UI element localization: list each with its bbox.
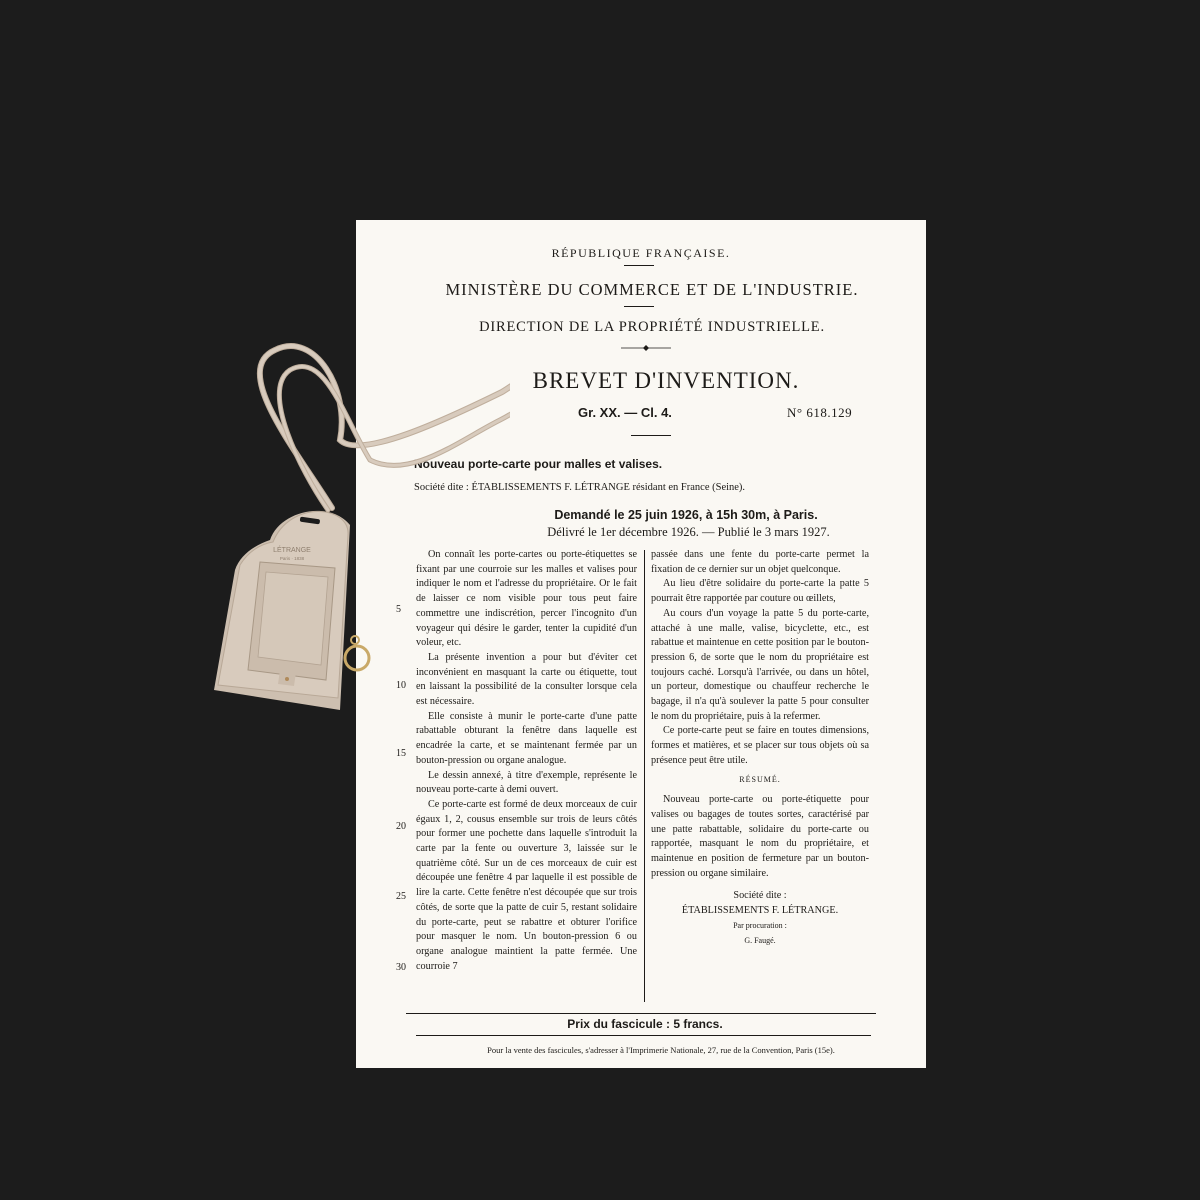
divider	[624, 265, 654, 266]
resume-paragraph: Nouveau porte-carte ou porte-étiquette pour valises ou bagages de toutes sortes, caractérisé par une patte rabattable, solidaire du porte-carte ou rapportée, masquant le nom du propriétaire, et maintenue en position de fermeture par un bouton-pression ou organe similaire.	[651, 794, 869, 879]
body-paragraph: Au cours d'un voyage la patte 5 du porte-carte, attaché à une malle, valise, bicyclette, etc., est rabattue et maintenue en cette position par le bouton-pression 6, de sorte que le nom du propriétaire est toujours caché. Lorsqu'à l'arrivée, ou dans un hôtel, un porteur, domestique ou chauffeur recherche le bagage, il n'a qu'à soulever la patte 5 pour consulter le nom du propriétaire, puis à la refermer.	[651, 607, 869, 722]
leather-luggage-tag	[200, 330, 510, 710]
divider	[631, 435, 671, 436]
filing-date: Demandé le 25 juin 1926, à 15h 30m, à Paris.	[554, 508, 818, 522]
brevet-heading: BREVET D'INVENTION.	[532, 368, 800, 393]
body-paragraph: Ce porte-carte est formé de deux morceaux de cuir égaux 1, 2, cousus ensemble sur trois de leurs côtés pour former une pochette dans laquelle s'introduit la carte par la fente ou ouverture 3, laissée sur le quatrième côté. Sur un de ces morceaux de cuir est découpée une fenêtre 4 par laquelle il est possible de lire la carte. Cette fenêtre n'est découpée que sur trois côtés, de sorte que la patte de cuir 5, restant solidaire du porte-carte, peut se rabattre et obturer l'orifice pour masquer le nom. Un bouton-pression 6 ou organe analogue maintient la patte fermée. Une courroie 7	[416, 798, 637, 972]
signature-agent: G. Faugé.	[744, 935, 776, 945]
body-paragraph: Au lieu d'être solidaire du porte-carte la patte 5 pourrait être rapportée par couture ou œillets,	[651, 578, 869, 605]
column-divider	[644, 550, 645, 1002]
ornament-divider	[621, 345, 671, 351]
patent-title: Nouveau porte-carte pour malles et valises.	[414, 457, 663, 471]
signature-procuration: Par procuration :	[733, 920, 787, 930]
divider	[406, 1013, 876, 1014]
divider	[624, 306, 654, 307]
body-paragraph: La présente invention a pour but d'éviter cet inconvénient en masquant la carte ou étiquette, tout en laissant la possibilité de la consulter lorsque cela est nécessaire.	[416, 651, 637, 708]
line-number: 30	[396, 962, 406, 973]
signature-name: ÉTABLISSEMENTS F. LÉTRANGE.	[681, 905, 839, 917]
applicant-line: Société dite : ÉTABLISSEMENTS F. LÉTRANGE résidant en France (Seine).	[414, 482, 746, 493]
body-paragraph: Elle consiste à munir le porte-carte d'une patte rabattable obturant la fenêtre dans laquelle est encadrée la carte, et se maintenant fermée par un bouton-pression ou organe analogue.	[416, 710, 637, 766]
body-paragraph: passée dans une fente du porte-carte permet la fixation de ce dernier sur un objet quelconque.	[651, 549, 869, 575]
signature-societe: Société dite :	[733, 890, 787, 902]
groupe-classe: Gr. XX. — Cl. 4.	[578, 405, 672, 420]
right-column	[651, 548, 869, 948]
republique-heading: RÉPUBLIQUE FRANÇAISE.	[551, 246, 731, 260]
line-number: 20	[396, 821, 406, 832]
body-paragraph: Ce porte-carte peut se faire en toutes dimensions, formes et matières, et se placer sur tous objets où sa présence peut être utile.	[651, 725, 869, 766]
grant-date: Délivré le 1er décembre 1926. — Publié le 3 mars 1927.	[547, 525, 830, 539]
ministere-heading: MINISTÈRE DU COMMERCE ET DE L'INDUSTRIE.	[445, 280, 859, 299]
line-number: 5	[396, 604, 401, 615]
line-number: 15	[396, 748, 406, 759]
line-number: 10	[396, 680, 406, 691]
body-paragraph: Le dessin annexé, à titre d'exemple, représente le nouveau porte-carte à demi ouvert.	[416, 769, 637, 796]
body-paragraph: On connaît les porte-cartes ou porte-étiquettes se fixant par une courroie sur les malles et valises pour indiquer le nom et l'adresse du propriétaire. Or le fait de laisser ce nom visible pour tous peut faire commettre une indiscrétion, percer l'incognito d'un voyageur qui désire le garder, tenter la cupidité d'un voleur, etc.	[416, 549, 637, 649]
tag-body	[214, 511, 350, 710]
direction-heading: DIRECTION DE LA PROPRIÉTÉ INDUSTRIELLE.	[479, 319, 825, 335]
divider	[416, 1035, 871, 1036]
sales-notice: Pour la vente des fascicules, s'adresser à l'Imprimerie Nationale, 27, rue de la Convention, Paris (15e).	[487, 1045, 835, 1055]
tag-brand-substamp: Paris · 1838	[279, 556, 305, 561]
tag-brand-stamp: LÉTRANGE	[273, 547, 311, 554]
leather-strap	[260, 346, 510, 510]
patent-number: N° 618.129	[787, 405, 853, 420]
resume-heading: RÉSUMÉ.	[739, 774, 781, 784]
price-line: Prix du fascicule : 5 francs.	[567, 1017, 723, 1031]
metal-ring	[345, 636, 369, 670]
line-number: 25	[396, 891, 406, 902]
